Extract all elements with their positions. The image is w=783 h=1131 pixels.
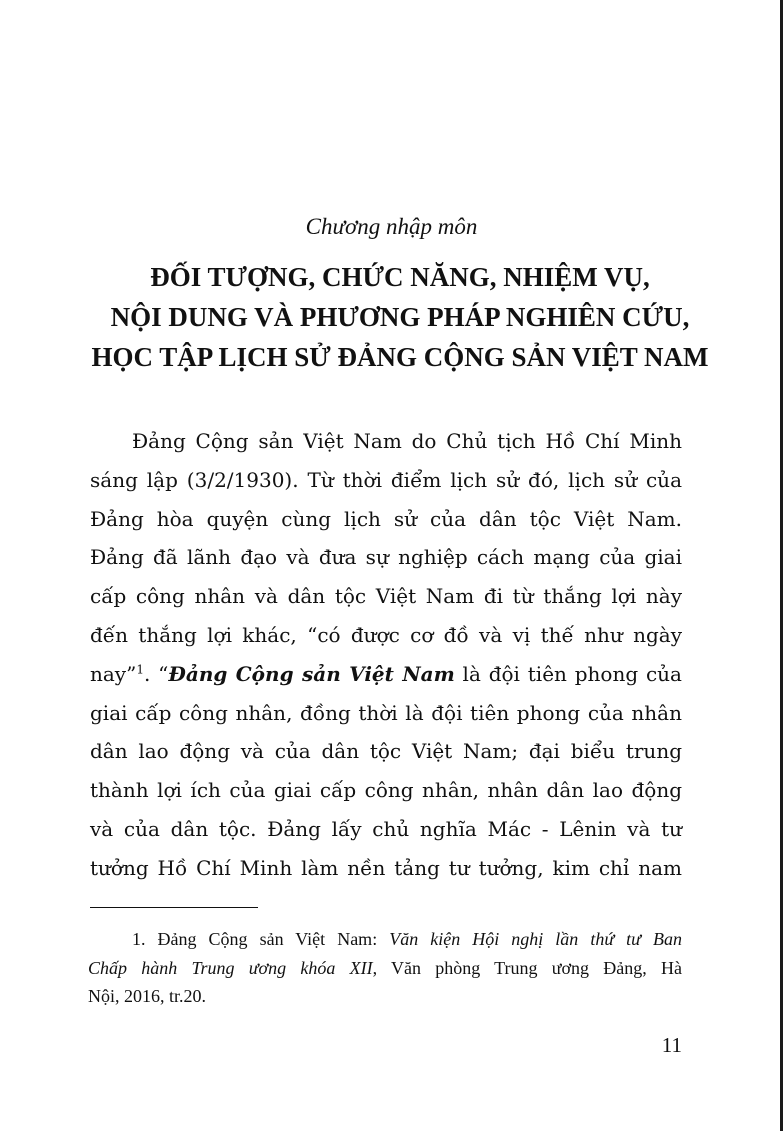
body-line-with-citation bbox=[90, 655, 682, 694]
page-number: 11 bbox=[661, 1033, 682, 1057]
footnote-text: 1. Đảng Cộng sản Việt Nam: bbox=[132, 929, 390, 949]
chapter-title-line: NỘI DUNG VÀ PHƯƠNG PHÁP NGHIÊN CỨU, bbox=[110, 302, 690, 332]
footnote-line bbox=[88, 925, 682, 954]
footnote-line: Nội, 2016, tr.20. bbox=[88, 986, 207, 1006]
body-line: sáng lập (3/2/1930). Từ thời điểm lịch sử đó, lịch sử của bbox=[90, 467, 682, 492]
footnote-reference: 1 bbox=[136, 662, 144, 677]
footnote-line bbox=[88, 954, 682, 983]
chapter-title bbox=[60, 257, 740, 377]
chapter-label: Chương nhập môn bbox=[305, 214, 478, 239]
footnote-source-title: Văn kiện Hội nghị lần thứ tư Ban bbox=[389, 929, 683, 949]
body-line: tưởng Hồ Chí Minh làm nền tảng tư tưởng, kim chỉ nam bbox=[90, 855, 682, 880]
body-text-fragment: nay” bbox=[90, 661, 137, 686]
body-text-fragment: là đội tiên phong của bbox=[454, 661, 682, 686]
body-line: cấp công nhân và dân tộc Việt Nam đi từ thắng lợi này bbox=[90, 584, 682, 609]
body-paragraph bbox=[90, 422, 682, 888]
body-line: đến thắng lợi khác, “có được cơ đồ và vị thế như ngày bbox=[90, 622, 682, 647]
emphasis-party-name: Đảng Cộng sản Việt Nam bbox=[168, 661, 455, 686]
body-line: Đảng hòa quyện cùng lịch sử của dân tộc Việt Nam. bbox=[90, 506, 682, 531]
body-line: Đảng đã lãnh đạo và đưa sự nghiệp cách mạng của giai bbox=[90, 545, 682, 570]
body-line: Đảng Cộng sản Việt Nam do Chủ tịch Hồ Chí Minh bbox=[132, 429, 682, 453]
body-text-fragment: . “ bbox=[143, 661, 169, 686]
footnote bbox=[88, 925, 682, 1011]
body-line: thành lợi ích của giai cấp công nhân, nhân dân lao động bbox=[90, 778, 682, 803]
footnote-text: , Văn phòng Trung ương Đảng, Hà bbox=[372, 957, 682, 978]
body-line: giai cấp công nhân, đồng thời là đội tiên phong của nhân bbox=[90, 700, 682, 725]
body-line: và của dân tộc. Đảng lấy chủ nghĩa Mác - Lênin và tư bbox=[90, 816, 682, 841]
chapter-title-line: ĐỐI TƯỢNG, CHỨC NĂNG, NHIỆM VỤ, bbox=[150, 262, 650, 292]
footnote-source-title: Chấp hành Trung ương khóa XII bbox=[88, 957, 373, 978]
footnote-divider bbox=[90, 907, 258, 908]
body-line: dân lao động và của dân tộc Việt Nam; đại biểu trung bbox=[90, 739, 682, 764]
chapter-title-line: HỌC TẬP LỊCH SỬ ĐẢNG CỘNG SẢN VIỆT NAM bbox=[91, 342, 709, 372]
